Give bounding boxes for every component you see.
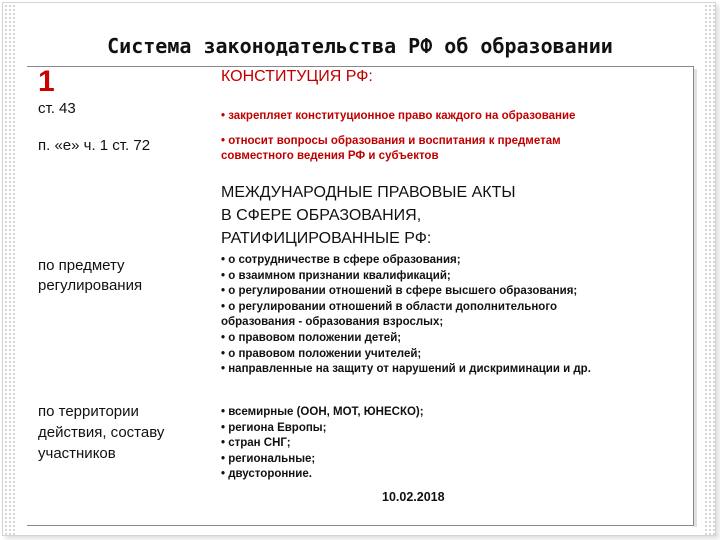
subject-items-list <box>221 253 591 378</box>
international-heading-line3: РАТИФИЦИРОВАННЫЕ РФ: <box>221 230 432 247</box>
list-item: • стран СНГ; <box>221 437 291 450</box>
slide-title: Система законодательства РФ об образовании <box>107 34 613 58</box>
list-item: • направленные на защиту от нарушений и дискриминации и др. <box>221 363 591 376</box>
constitution-bullet-1: • закрепляет конституционное право каждого на образование <box>221 110 576 122</box>
left-dotted-border <box>4 4 16 536</box>
territory-items-list <box>221 405 424 483</box>
list-item: • о регулировании отношений в сфере высшего образования; <box>221 285 578 298</box>
list-item: • двусторонние. <box>221 468 312 481</box>
list-item: • о правовом положении учителей; <box>221 347 422 360</box>
right-dotted-border <box>704 4 716 536</box>
slide-number: 1 <box>38 65 55 98</box>
list-item: • всемирные (ООН, МОТ, ЮНЕСКО); <box>221 406 424 418</box>
list-item: • о сотрудничестве в сфере образования; <box>221 254 461 266</box>
international-heading-line1: МЕЖДУНАРОДНЫЕ ПРАВОВЫЕ АКТЫ <box>221 184 516 201</box>
international-heading-line2: В СФЕРЕ ОБРАЗОВАНИЯ, <box>221 207 422 224</box>
label-article-72: п. «е» ч. 1 ст. 72 <box>38 137 151 154</box>
list-item: • о правовом положении детей; <box>221 331 402 344</box>
constitution-bullet-2-line1: • относит вопросы образования и воспитания к предметам <box>221 135 561 147</box>
label-by-subject-line2: регулирования <box>38 277 143 294</box>
list-item: образования - образования взрослых; <box>221 316 444 329</box>
list-item: • о взаимном признании квалификаций; <box>221 269 451 282</box>
list-item: • региона Европы; <box>221 421 327 434</box>
label-by-subject-line1: по предмету <box>38 257 125 274</box>
label-by-territory-line1: по территории <box>38 403 139 420</box>
constitution-bullet-2-line2: совместного ведения РФ и субъектов <box>221 150 439 162</box>
slide-date: 10.02.2018 <box>382 490 445 504</box>
label-by-territory-line3: участников <box>38 445 116 462</box>
label-by-territory-line2: действия, составу <box>38 424 165 441</box>
constitution-heading: КОНСТИТУЦИЯ РФ: <box>221 68 373 85</box>
label-article-43: ст. 43 <box>38 100 76 117</box>
list-item: • региональные; <box>221 452 316 465</box>
list-item: • о регулировании отношений в области дополнительного <box>221 300 557 313</box>
